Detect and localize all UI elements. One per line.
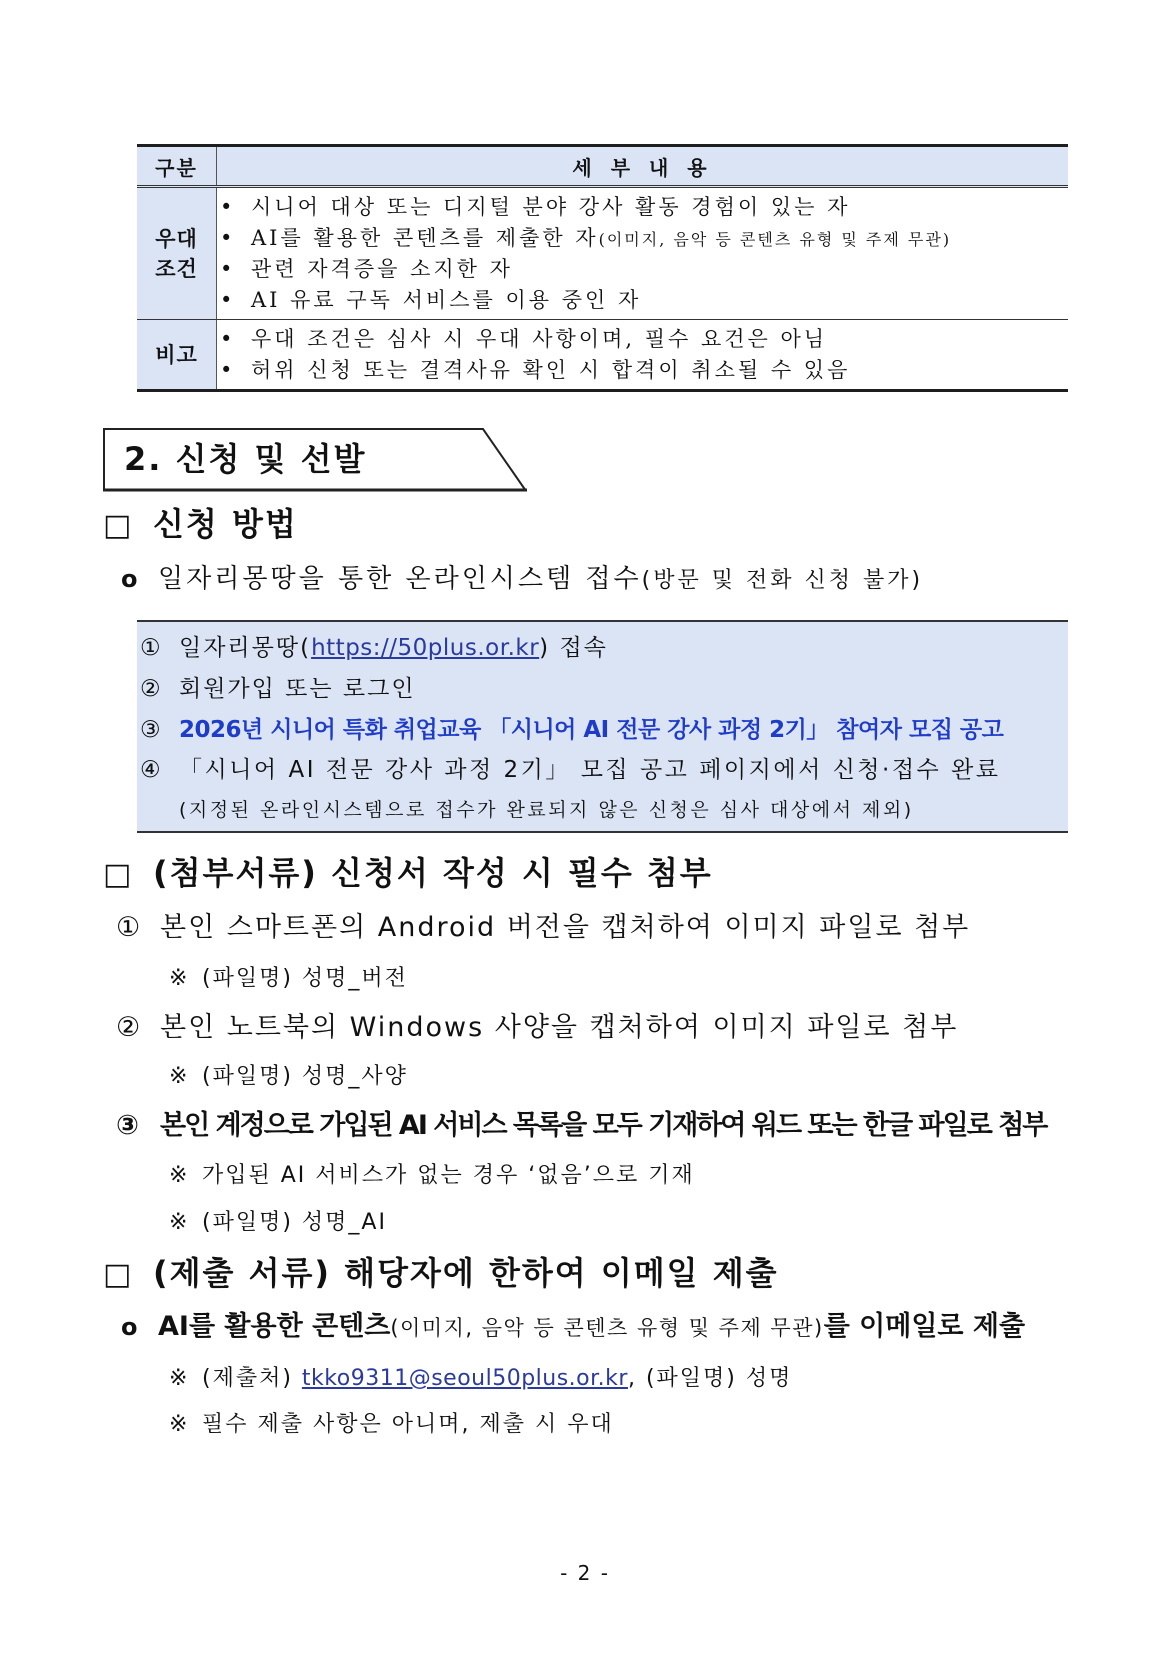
item-text: 일자리몽땅을 통한 온라인시스템 접수	[158, 564, 642, 594]
step-text: 2026년 시니어 특화 취업교육 「시니어 AI 전문 강사 과정 2기」 참여자 모집 공고	[179, 717, 1004, 743]
bullet-marker: •	[220, 327, 233, 351]
page-number: - 2 -	[560, 1561, 610, 1585]
list-item-text: 시니어 대상 또는 디지털 분야 강사 활동 경험이 있는 자	[251, 195, 851, 219]
subsection-heading-submission	[103, 1253, 779, 1293]
item-note: (방문 및 전화 신청 불가)	[641, 568, 924, 593]
step-text: 회원가입 또는 로그인	[179, 676, 416, 702]
note-text: (제출처)	[202, 1366, 302, 1391]
circle-bullet-icon: o	[121, 565, 138, 593]
bullet-marker: •	[220, 288, 233, 312]
step-item	[140, 669, 416, 709]
step-number: ③	[140, 717, 161, 743]
category-label: 우대	[155, 226, 198, 251]
attachment-note	[169, 1205, 387, 1241]
step-item	[140, 628, 608, 668]
checkbox-square-icon: □	[103, 1257, 132, 1292]
subsection-title: (첨부서류) 신청서 작성 시 필수 첨부	[153, 854, 713, 892]
list-item	[217, 192, 1068, 223]
list-item	[217, 254, 1068, 285]
step-text: ) 접속	[539, 635, 608, 661]
section-title: 2. 신청 및 선발	[124, 440, 367, 478]
attachment-note	[169, 1158, 695, 1194]
application-steps-box	[137, 620, 1068, 833]
list-item	[217, 324, 1068, 355]
checkbox-square-icon: □	[103, 857, 132, 892]
list-item-text: AI 유료 구독 서비스를 이용 중인 자	[251, 288, 642, 312]
attachment-item	[116, 1106, 1046, 1146]
application-method-item	[121, 559, 923, 599]
list-item-text: 허위 신청 또는 결격사유 확인 시 합격이 취소될 수 있음	[251, 358, 851, 382]
circle-bullet-icon: o	[121, 1313, 138, 1341]
category-label: 비고	[155, 342, 198, 367]
reference-mark-icon: ※	[169, 1064, 188, 1089]
submission-note	[169, 1361, 792, 1397]
note-text: 필수 제출 사항은 아니며, 제출 시 우대	[202, 1412, 614, 1437]
website-link[interactable]: https://50plus.or.kr	[311, 635, 540, 661]
reference-mark-icon: ※	[169, 966, 188, 991]
list-item-text: 우대 조건은 심사 시 우대 사항이며, 필수 요건은 아님	[251, 327, 828, 351]
bullet-marker: •	[220, 257, 233, 281]
step-item	[140, 750, 1001, 790]
item-number: ②	[116, 1012, 141, 1043]
step-text: 일자리몽땅(	[179, 635, 312, 661]
step-number: ②	[140, 676, 161, 702]
item-text: AI를 활용한 콘텐츠	[158, 1311, 391, 1342]
attachment-note	[169, 1059, 408, 1095]
criteria-table	[137, 144, 1068, 392]
item-number: ③	[116, 1110, 139, 1141]
item-text: 본인 노트북의 Windows 사양을 캡처하여 이미지 파일로 첨부	[160, 1012, 959, 1043]
email-link[interactable]: tkko9311@seoul50plus.or.kr	[301, 1366, 628, 1391]
section-heading	[103, 428, 527, 492]
item-text: 본인 계정으로 가입된 AI 서비스 목록을 모두 기재하여 워드 또는 한글 파일로 첨부	[160, 1110, 1047, 1141]
item-number: ①	[116, 912, 141, 943]
item-note: (이미지, 음악 등 콘텐츠 유형 및 주제 무관)	[390, 1316, 824, 1340]
list-item-text: 관련 자격증을 소지한 자	[251, 257, 513, 281]
table-row-remarks	[137, 320, 1068, 392]
list-item-text: AI를 활용한 콘텐츠를 제출한 자	[251, 226, 599, 250]
table-header-row	[137, 144, 1068, 188]
subsection-title: 신청 방법	[153, 505, 298, 543]
category-cell-preference	[137, 188, 217, 319]
attachment-item	[116, 1008, 958, 1048]
item-text: 본인 스마트폰의 Android 버전을 캡처하여 이미지 파일로 첨부	[160, 912, 971, 943]
subsection-title: (제출 서류) 해당자에 한하여 이메일 제출	[153, 1254, 779, 1292]
note-text: (파일명) 성명_AI	[202, 1210, 387, 1235]
subsection-heading-application-method	[103, 504, 298, 544]
list-item-note: (이미지, 음악 등 콘텐츠 유형 및 주제 무관)	[598, 230, 952, 249]
checkbox-square-icon: □	[103, 508, 132, 543]
note-text: (파일명) 성명_사양	[202, 1064, 408, 1089]
list-item	[217, 223, 1068, 254]
reference-mark-icon: ※	[169, 1366, 188, 1391]
submission-item	[121, 1307, 1025, 1347]
header-details: 세 부 내 용	[572, 155, 713, 180]
subsection-heading-attachments	[103, 853, 713, 893]
step-number: ①	[140, 635, 161, 661]
list-item	[217, 285, 1068, 316]
bullet-marker: •	[220, 226, 233, 250]
category-cell-remarks	[137, 320, 217, 389]
note-text: , (파일명) 성명	[627, 1366, 793, 1391]
details-cell-remarks	[217, 320, 1068, 389]
details-cell-preference	[217, 188, 1068, 319]
list-item	[217, 355, 1068, 386]
reference-mark-icon: ※	[169, 1210, 188, 1235]
table-row-preference	[137, 188, 1068, 320]
step-item-highlighted	[140, 710, 1003, 750]
note-text: (파일명) 성명_버전	[202, 966, 408, 991]
item-text: 를 이메일로 제출	[823, 1311, 1026, 1342]
reference-mark-icon: ※	[169, 1412, 188, 1437]
submission-note	[169, 1407, 614, 1443]
bullet-marker: •	[220, 358, 233, 382]
steps-note: (지정된 온라인시스템으로 접수가 완료되지 않은 신청은 심사 대상에서 제외)	[179, 799, 914, 821]
attachment-note	[169, 961, 408, 997]
reference-mark-icon: ※	[169, 1163, 188, 1188]
bullet-marker: •	[220, 195, 233, 219]
category-label: 조건	[155, 256, 198, 281]
step-text: 「시니어 AI 전문 강사 과정 2기」 모집 공고 페이지에서 신청·접수 완료	[179, 757, 1001, 783]
note-text: 가입된 AI 서비스가 없는 경우 ‘없음’으로 기재	[202, 1163, 695, 1188]
header-category: 구분	[137, 147, 217, 185]
step-number: ④	[140, 757, 161, 783]
attachment-item	[116, 908, 970, 948]
